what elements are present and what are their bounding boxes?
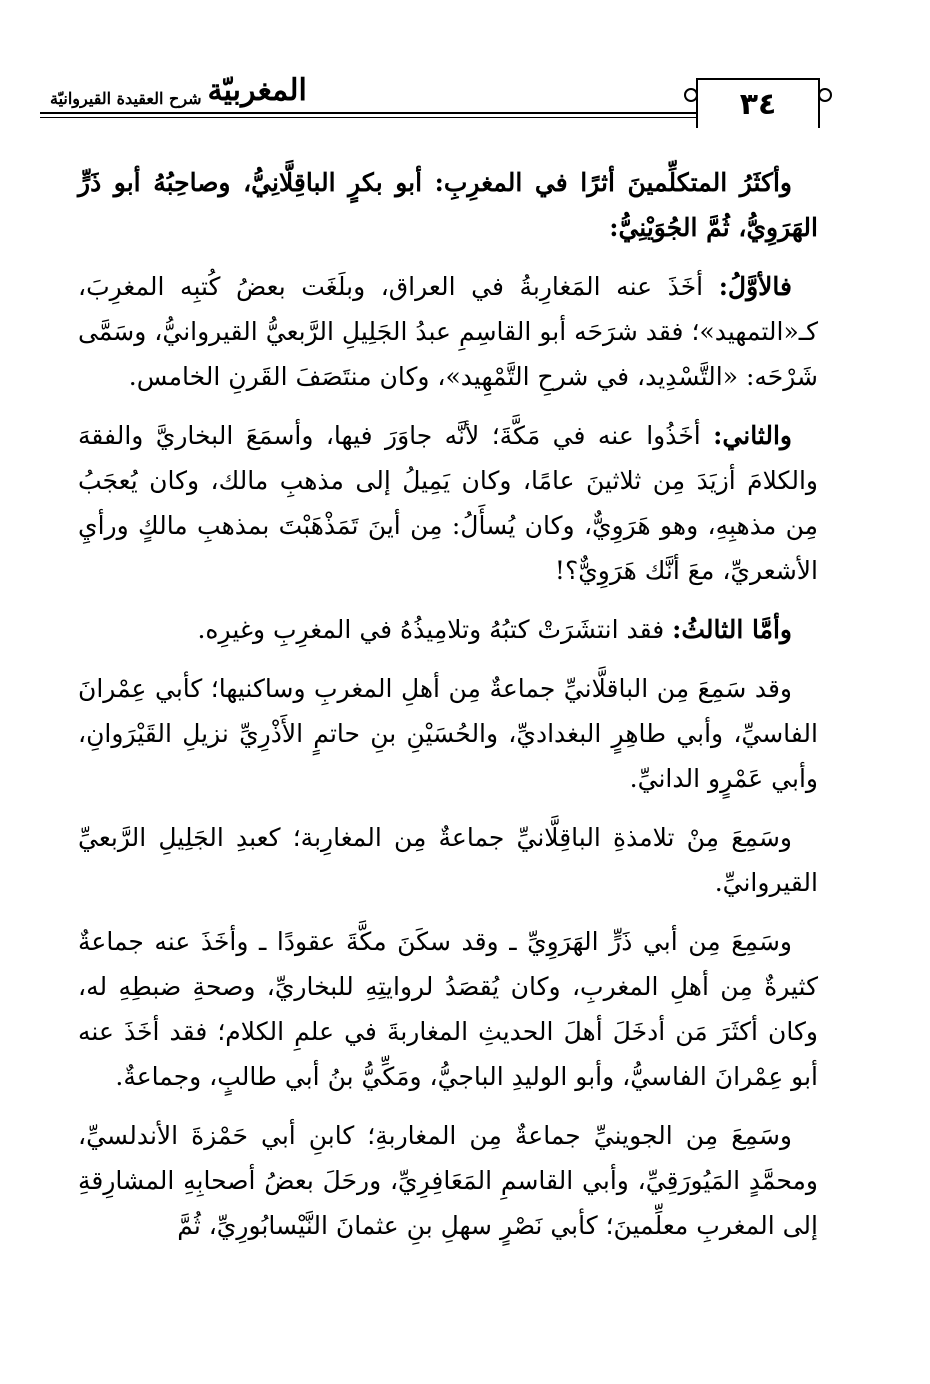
page-number-frame [696,78,820,128]
paragraph [78,1113,818,1248]
paragraph-text: أخَذَ عنه المَغارِبةُ في العراق، وبلَغَت بعضُ كُتبِه المغرِبَ، كـ«التمهيد»؛ فقد شرَحَه أبو القاسِمِ عبدُ الجَلِيلِ الرَّبعيُّ القيروانيُّ، وسَمَّى شَرْحَه: «التَّسْدِيد، في شرحِ التَّمْهِيد»، وكان منتَصَفَ القَرنِ الخامس. [78,272,818,391]
paragraph-text: وقد سَمِعَ مِن الباقلَّانيِّ جماعةٌ مِن أهلِ المغربِ وساكنيها؛ كأبي عِمْرانَ الفاسيِّ، وأبي طاهِرٍ البغداديِّ، والحُسَيْنِ بنِ حاتمٍ الأَذْرِيِّ نزيلِ القَيْرَوانِ، وأبي عَمْرٍو الدانيِّ. [78,674,818,793]
running-title-sub: شرح العقيدة القيروانيّة [50,89,202,108]
paragraph-lead: وأكثَرُ المتكلِّمينَ أثرًا في المغرِبِ: أبو بكرٍ الباقِلَّانِيُّ، وصاحِبُهُ أبو ذَرٍّ الهَرَوِيُّ، ثُمَّ الجُوَيْنِيُّ: [78,168,818,242]
paragraph-lead: والثاني: [713,421,792,450]
paragraph-text: وسَمِعَ مِن الجوينيِّ جماعةٌ مِن المغاربةِ؛ كابنِ أبي حَمْزةَ الأندلسيِّ، ومحمَّدٍ المَيُورَقِيِّ، وأبي القاسمِ المَعَافِرِيِّ، ورحَلَ بعضُ أصحابِهِ المشارِقةِ إلى المغربِ معلِّمينَ؛ كأبي نَصْرٍ سهلِ بنِ عثمانَ النَّيْسابُورِيِّ، ثُمَّ [78,1121,818,1240]
paragraph-lead: فالأوَّلُ: [718,272,792,301]
page-number: ٣٤ [739,86,777,122]
paragraph [78,160,818,250]
paragraph [78,413,818,593]
running-title-main: المغربيّة [207,73,307,108]
paragraph [78,607,818,652]
paragraph-text: فقد انتشَرَتْ كتبُهُ وتلامِيذُهُ في المغرِبِ وغيرِه. [197,615,673,644]
body-text [78,160,818,1256]
paragraph-text: وسَمِعَ مِن أبي ذَرٍّ الهَرَوِيِّ ـ وقد سكَنَ مكَّةَ عقودًا ـ وأخَذَ عنه جماعةٌ كثيرةٌ مِن أهلِ المغربِ، وكان يُقصَدُ لروايتِهِ للبخاريِّ، وصحةِ ضبطِهِ له، وكان أكثَرَ مَن أدخَلَ أهلَ الحديثِ المغاربةَ في علمِ الكلام؛ فقد أخَذَ عنه أبو عِمْرانَ الفاسيُّ، وأبو الوليدِ الباجيُّ، ومَكِّيُّ بنُ أبي طالبٍ، وجماعةٌ. [78,927,818,1091]
paragraph-text: وسَمِعَ مِنْ تلامذةِ الباقِلَّانيِّ جماعةٌ مِن المغارِبة؛ كعبدِ الجَلِيلِ الرَّبعيِّ القيروانيِّ. [78,823,818,897]
running-title [50,66,307,108]
page-header [40,66,820,128]
paragraph-lead: وأمَّا الثالثُ: [672,615,792,644]
paragraph [78,919,818,1099]
paragraph [78,666,818,801]
paragraph-text: أخَذُوا عنه في مَكَّةَ؛ لأنَّه جاوَرَ فيها، وأسمَعَ البخاريَّ والفقهَ والكلامَ أزيَدَ مِن ثلاثينَ عامًا، وكان يَمِيلُ إلى مذهبِ مالك، وكان يُعجَبُ مِن مذهبِهِ، وهو هَرَوِيٌّ، وكان يُسأَلُ: مِن أينَ تَمَذْهَبْتَ بمذهبِ مالكٍ ورأيِ الأشعريِّ، معَ أنَّك هَرَوِيٌّ؟! [78,421,819,585]
paragraph [78,815,818,905]
paragraph [78,264,818,399]
